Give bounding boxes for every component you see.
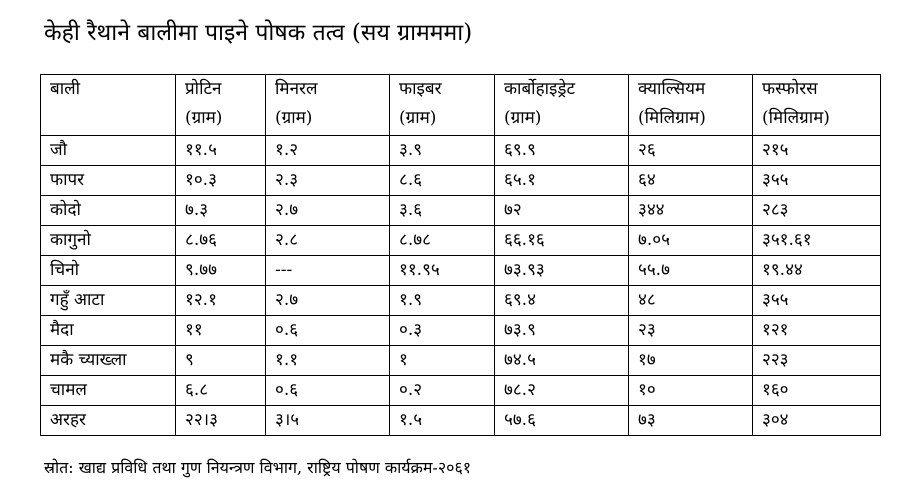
table-row (41, 226, 881, 256)
table-cell: ११ (176, 316, 266, 346)
crop-name-cell: अरहर (41, 406, 176, 436)
column-header: मिनरल (ग्राम) (266, 75, 390, 136)
table-row (41, 286, 881, 316)
table-cell: १६० (753, 376, 881, 406)
table-cell: ७.०५ (629, 226, 753, 256)
table-cell: ७८.२ (495, 376, 629, 406)
table-cell: ११.५ (176, 136, 266, 166)
table-cell: ६४ (629, 166, 753, 196)
column-header: कार्बोहाइड्रेट (ग्राम) (495, 75, 629, 136)
table-header-row (41, 75, 881, 136)
table-row (41, 316, 881, 346)
table-cell: १.१ (266, 346, 390, 376)
table-cell: १२१ (753, 316, 881, 346)
table-cell: ३.९ (390, 136, 495, 166)
source-note: स्रोत: खाद्य प्रविधि तथा गुण नियन्त्रण विभाग, राष्ट्रिय पोषण कार्यक्रम-२०६१ (44, 458, 472, 477)
table-cell: ७४.५ (495, 346, 629, 376)
table-cell: ०.२ (390, 376, 495, 406)
table-cell: ५७.६ (495, 406, 629, 436)
table-row (41, 136, 881, 166)
table-cell: ७३ (629, 406, 753, 436)
column-header: फस्फोरस (मिलिग्राम) (753, 75, 881, 136)
crop-name-cell: मकै च्याख्ला (41, 346, 176, 376)
table-cell: ०.३ (390, 316, 495, 346)
table-cell: ३५५ (753, 286, 881, 316)
table-cell: ७३.९ (495, 316, 629, 346)
table-cell: ७३.९३ (495, 256, 629, 286)
table-cell: ५५.७ (629, 256, 753, 286)
table-cell: ३०४ (753, 406, 881, 436)
table-cell: १०.३ (176, 166, 266, 196)
table-cell: २६ (629, 136, 753, 166)
table-cell: १.२ (266, 136, 390, 166)
column-header: प्रोटिन (ग्राम) (176, 75, 266, 136)
table-cell: २.८ (266, 226, 390, 256)
table-cell: २१५ (753, 136, 881, 166)
table-row (41, 406, 881, 436)
table-cell: १ (390, 346, 495, 376)
table-cell: १९.४४ (753, 256, 881, 286)
table-cell: ७.३ (176, 196, 266, 226)
table-row (41, 166, 881, 196)
table-cell: १० (629, 376, 753, 406)
crop-name-cell: चिनो (41, 256, 176, 286)
table-cell: ३.६ (390, 196, 495, 226)
crop-name-cell: कागुनो (41, 226, 176, 256)
table-row (41, 346, 881, 376)
table-cell: १.५ (390, 406, 495, 436)
table-row (41, 196, 881, 226)
table-cell: २.३ (266, 166, 390, 196)
table-cell: ३५५ (753, 166, 881, 196)
table-row (41, 376, 881, 406)
table-cell: ०.६ (266, 376, 390, 406)
table-cell: १.९ (390, 286, 495, 316)
table-cell: ६९.९ (495, 136, 629, 166)
table-cell: ३५१.६१ (753, 226, 881, 256)
crop-name-cell: कोदो (41, 196, 176, 226)
crop-name-cell: गहुँ आटा (41, 286, 176, 316)
table-cell: ४८ (629, 286, 753, 316)
table-cell: ८.७६ (176, 226, 266, 256)
table-cell: २.७ (266, 286, 390, 316)
table-row (41, 256, 881, 286)
table-cell: ०.६ (266, 316, 390, 346)
table-cell: ९ (176, 346, 266, 376)
table-cell: २८३ (753, 196, 881, 226)
crop-name-cell: फापर (41, 166, 176, 196)
table-cell: ६५.१ (495, 166, 629, 196)
crop-name-cell: चामल (41, 376, 176, 406)
table-cell: ७२ (495, 196, 629, 226)
table-cell: ८.६ (390, 166, 495, 196)
table-cell: --- (266, 256, 390, 286)
table-cell: २२३ (753, 346, 881, 376)
column-header: फाइबर (ग्राम) (390, 75, 495, 136)
table-cell: २३ (629, 316, 753, 346)
table-cell: ६६.१६ (495, 226, 629, 256)
nutrient-table (40, 74, 881, 436)
table-cell: ११.९५ (390, 256, 495, 286)
table-cell: ८.७८ (390, 226, 495, 256)
table-cell: २.७ (266, 196, 390, 226)
table-cell: ६९.४ (495, 286, 629, 316)
crop-name-cell: जौ (41, 136, 176, 166)
column-header: बाली (41, 75, 176, 136)
table-cell: ९.७७ (176, 256, 266, 286)
column-header: क्याल्सियम (मिलिग्राम) (629, 75, 753, 136)
table-cell: ६.८ (176, 376, 266, 406)
crop-name-cell: मैदा (41, 316, 176, 346)
page-title: केही रैथाने बालीमा पाइने पोषक तत्व (सय ग्रामममा) (44, 20, 473, 46)
table-cell: ३।५ (266, 406, 390, 436)
table-cell: १२.१ (176, 286, 266, 316)
table-cell: ३४४ (629, 196, 753, 226)
table-cell: २२।३ (176, 406, 266, 436)
table-cell: १७ (629, 346, 753, 376)
